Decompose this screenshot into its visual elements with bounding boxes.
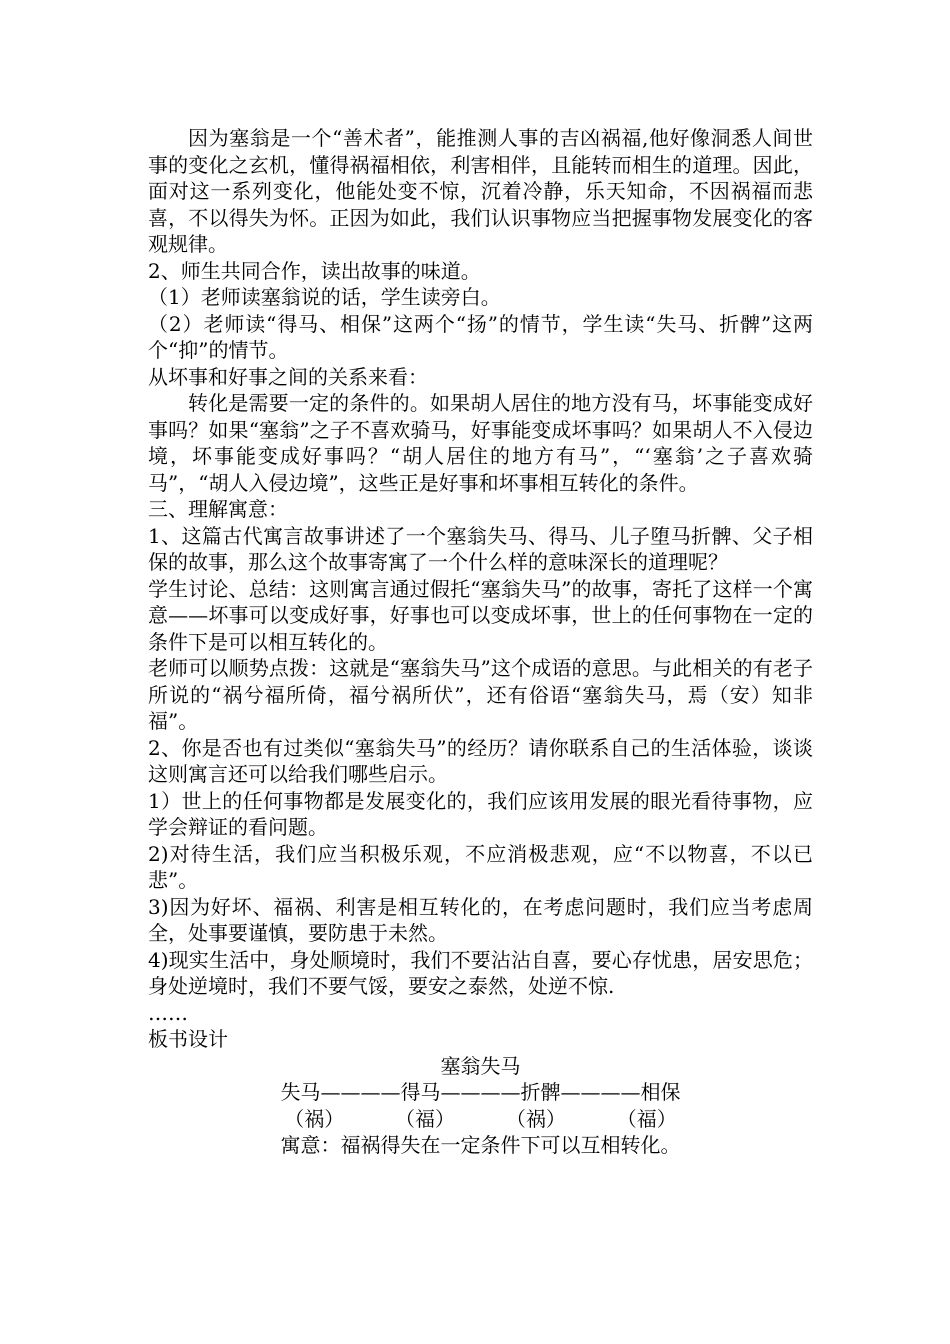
- paragraph: 2、你是否也有过类似“塞翁失马”的经历？请你联系自己的生活体验，谈谈这则寓言还可以给我们哪些启示。: [148, 735, 813, 786]
- paragraph: 因为塞翁是一个“善术者”，能推测人事的吉凶祸福,他好像洞悉人间世事的变化之玄机，懂得祸福相依，利害相伴，且能转而相生的道理。因此，面对这一系列变化，他能处变不惊，沉着冷静，乐天知命，不因祸福而悲喜，不以得失为怀。正因为如此，我们认识事物应当把握事物发展变化的客观规律。: [148, 126, 813, 256]
- paragraph: （2）老师读“得马、相保”这两个“扬”的情节，学生读“失马、折髀”这两个“抑”的情节。: [148, 311, 813, 362]
- section-heading: 三、理解寓意：: [148, 497, 288, 521]
- list-item: 4)现实生活中，身处顺境时，我们不要沾沾自喜，要心存忧患，居安思危；身处逆境时，我们不要气馁，要安之泰然，处逆不惊.: [148, 947, 813, 998]
- paragraph: 1、这篇古代寓言故事讲述了一个塞翁失马、得马、儿子堕马折髀、父子相保的故事，那么这个故事寄寓了一个什么样的意味深长的道理呢？: [148, 523, 813, 574]
- paragraph: 2、师生共同合作，读出故事的味道。: [148, 258, 481, 283]
- paragraph: 学生讨论、总结：这则寓言通过假托“塞翁失马”的故事，寄托了这样一个寓意——坏事可以变成好事，好事也可以变成坏事，世上的任何事物在一定的条件下是可以相互转化的。: [148, 576, 813, 654]
- list-item: 2)对待生活，我们应当积极乐观，不应消极悲观，应“不以物喜，不以已悲”。: [148, 841, 813, 892]
- paragraph: 老师可以顺势点拨：这就是“塞翁失马”这个成语的意思。与此相关的有老子所说的“祸兮福所倚，福兮祸所伏”，还有俗语“塞翁失马，焉（安）知非福”。: [148, 656, 813, 733]
- board-labels: （祸） （福） （祸） （福）: [284, 1106, 677, 1131]
- blackboard-design: [148, 1053, 813, 1159]
- ellipsis: ……: [148, 1000, 188, 1025]
- board-design-heading: 板书设计: [148, 1027, 228, 1051]
- board-moral: 寓意：福祸得失在一定条件下可以互相转化。: [280, 1133, 681, 1157]
- board-title: 塞翁失马: [440, 1053, 521, 1078]
- document-body: [148, 125, 813, 1159]
- list-item: 1）世上的任何事物都是发展变化的，我们应该用发展的眼光看待事物，应学会辩证的看问题。: [148, 788, 813, 839]
- paragraph: （1）老师读塞翁说的话，学生读旁白。: [148, 285, 501, 309]
- board-chain: 失马————得马————折髀————相保: [280, 1080, 681, 1104]
- paragraph: 转化是需要一定的条件的。如果胡人居住的地方没有马，坏事能变成好事吗？如果“塞翁”之子不喜欢骑马，好事能变成坏事吗？如果胡人不入侵边境，坏事能变成好事吗？“胡人居住的地方有马”，“‘塞翁’之子喜欢骑马”，“胡人入侵边境”，这些正是好事和坏事相互转化的条件。: [148, 391, 813, 495]
- list-item: 3)因为好坏、福祸、利害是相互转化的，在考虑问题时，我们应当考虑周全，处事要谨慎，要防患于未然。: [148, 894, 813, 945]
- paragraph: 从坏事和好事之间的关系来看：: [148, 364, 428, 389]
